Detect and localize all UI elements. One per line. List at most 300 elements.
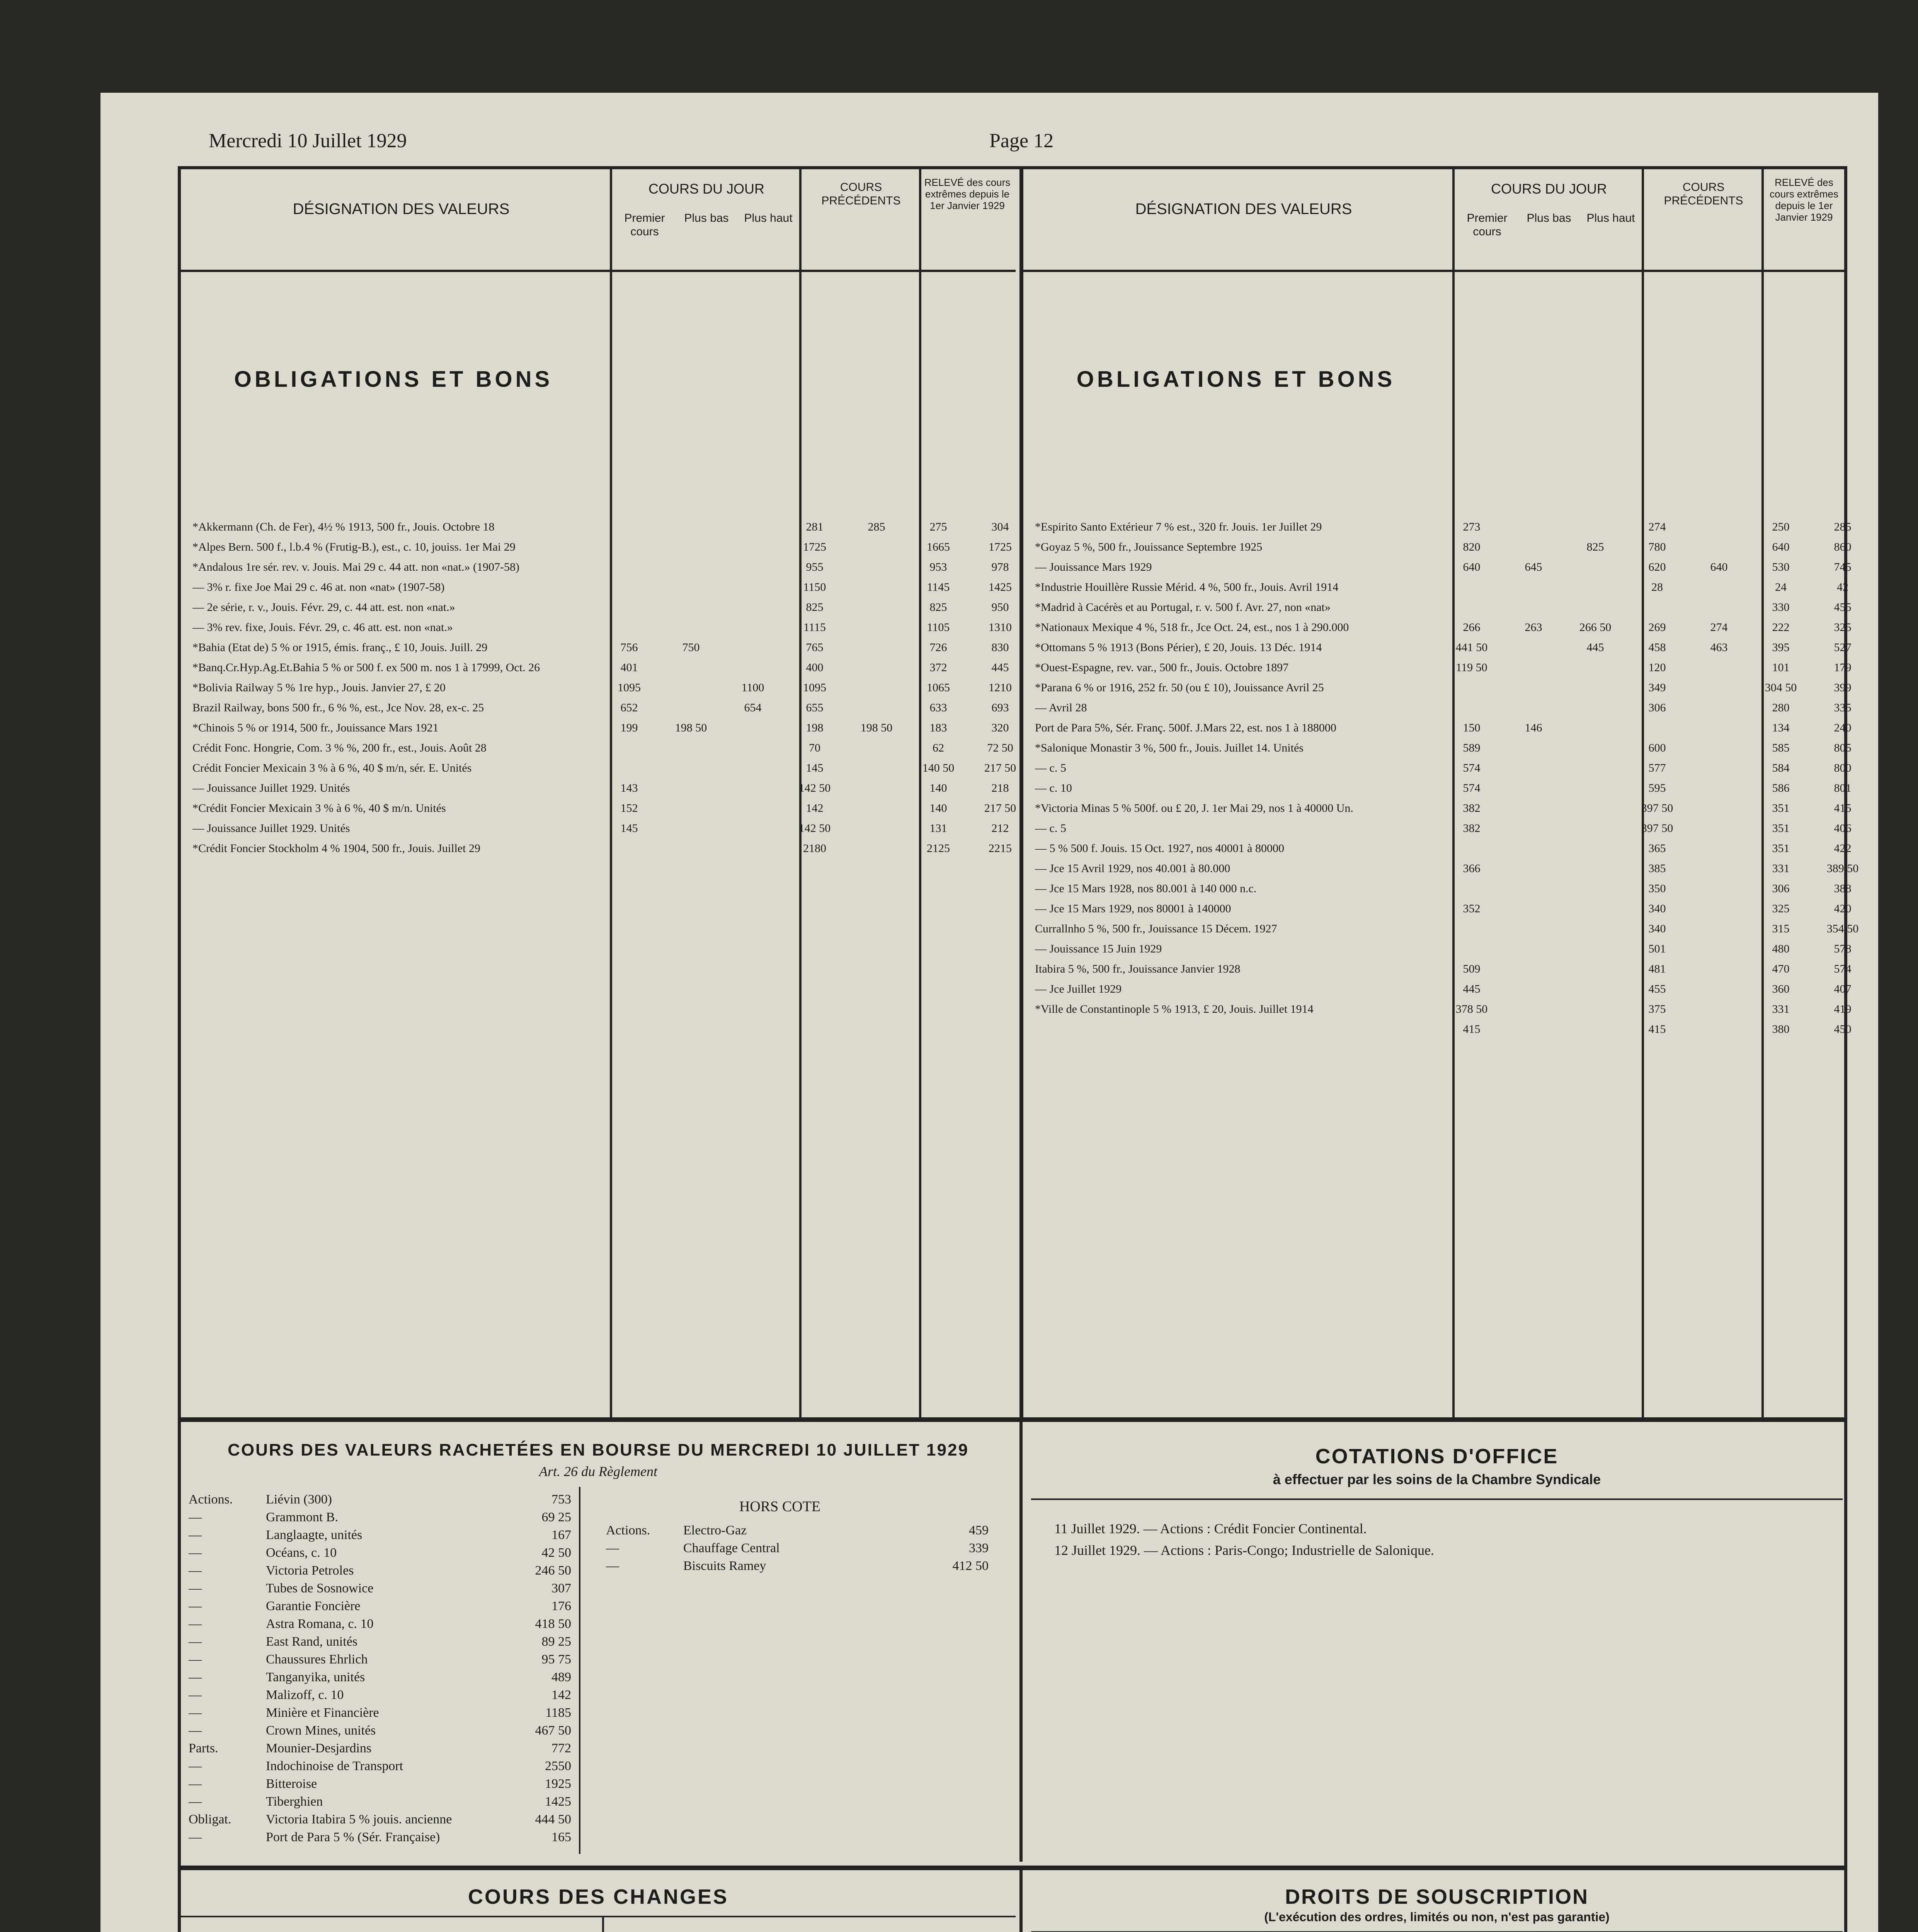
table-cell: 134 xyxy=(1772,721,1790,734)
table-cell: 574 xyxy=(1463,762,1481,774)
table-cell: 1185 xyxy=(545,1706,571,1720)
table-cell: 320 xyxy=(991,721,1009,734)
table-cell xyxy=(1441,577,1503,597)
table-cell: 640 xyxy=(1463,561,1481,573)
table-cell: 280 xyxy=(1772,701,1790,714)
table-cell: — c. 5 xyxy=(1035,822,1066,835)
header-rule xyxy=(1023,270,1847,272)
table-cell xyxy=(722,838,784,859)
table-cell: — Jouissance 15 Juin 1929 xyxy=(1035,942,1162,955)
table-row xyxy=(192,678,1031,698)
header-rule xyxy=(181,270,1016,272)
table-row xyxy=(192,597,1031,617)
table-cell: 101 xyxy=(1772,661,1790,674)
table-cell: Grammont B. xyxy=(266,1510,338,1524)
table-cell xyxy=(846,617,907,638)
table-cell: 145 xyxy=(620,822,638,835)
table-cell xyxy=(1564,577,1626,597)
table-cell: Tanganyika, unités xyxy=(266,1670,365,1684)
table-cell: 285 xyxy=(868,520,885,533)
table-row xyxy=(192,798,1031,818)
col-plus-bas: Plus bas xyxy=(684,212,729,224)
table-cell: Victoria Petroles xyxy=(266,1563,354,1578)
table-cell: — 3% r. fixe Joe Mai 29 c. 46 at. non «nat» (1907-58) xyxy=(192,581,445,594)
table-row xyxy=(189,1651,571,1668)
table-cell xyxy=(1564,859,1626,879)
table-cell xyxy=(1564,838,1626,859)
table-cell: — xyxy=(189,1599,202,1613)
col-plus-bas: Plus bas xyxy=(1527,212,1571,224)
table-cell: — xyxy=(189,1617,202,1631)
table-cell xyxy=(1503,1019,1564,1039)
table-cell xyxy=(1503,919,1564,939)
table-cell: 1145 xyxy=(927,581,950,594)
table-cell: 306 xyxy=(1648,701,1666,714)
table-cell: 445 xyxy=(1586,641,1604,654)
table-cell: *Banq.Cr.Hyp.Ag.Et.Bahia 5 % or 500 f. ex 500 m. nos 1 à 17999, Oct. 26 xyxy=(192,661,540,674)
table-cell: — xyxy=(189,1634,202,1649)
table-row xyxy=(189,1633,571,1651)
table-cell: 655 xyxy=(806,701,824,714)
table-cell: — xyxy=(189,1759,202,1773)
table-cell xyxy=(1564,959,1626,979)
table-cell: 1725 xyxy=(989,541,1012,553)
table-cell: 1425 xyxy=(545,1794,571,1809)
table-row xyxy=(189,1740,571,1757)
table-cell: 352 xyxy=(1463,902,1481,915)
table-cell xyxy=(598,577,660,597)
table-cell xyxy=(1503,838,1564,859)
table-cell: *Crédit Foncier Mexicain 3 % à 6 %, 40 $ m/n. Unités xyxy=(192,802,446,815)
table-cell xyxy=(598,517,660,537)
table-cell: — c. 5 xyxy=(1035,762,1066,774)
table-row xyxy=(189,1811,571,1828)
table-cell: 652 xyxy=(620,701,638,714)
table-cell: 2125 xyxy=(927,842,950,855)
table-cell xyxy=(1503,537,1564,557)
table-cell: 275 xyxy=(929,520,947,533)
table-cell: — Jouissance Juillet 1929. Unités xyxy=(192,782,350,794)
rule xyxy=(181,1916,1016,1917)
table-cell xyxy=(660,517,722,537)
table-cell: — xyxy=(189,1830,202,1844)
table-cell: 89 25 xyxy=(541,1634,571,1649)
table-row xyxy=(192,738,1031,758)
table-cell: 42 xyxy=(1837,581,1848,594)
table-row xyxy=(192,537,1031,557)
table-cell xyxy=(598,537,660,557)
table-row xyxy=(192,758,1031,778)
table-cell: Itabira 5 %, 500 fr., Jouissance Janvier 1928 xyxy=(1035,963,1241,975)
table-cell: — c. 10 xyxy=(1035,782,1072,794)
table-cell xyxy=(1688,999,1750,1019)
col-releve: RELEVÉ des cours extrêmes depuis le 1er Janvier 1929 xyxy=(1770,177,1838,223)
table-cell xyxy=(1564,517,1626,537)
table-cell xyxy=(1688,577,1750,597)
table-cell: 269 xyxy=(1648,621,1666,634)
table-row xyxy=(189,1509,571,1526)
table-row xyxy=(1035,718,1874,738)
table-cell: — Jouissance Juillet 1929. Unités xyxy=(192,822,350,835)
rachetees-section xyxy=(181,1425,1016,1862)
table-cell: Port de Para 5%, Sér. Franç. 500f. J.Mars 22, est. nos 1 à 188000 xyxy=(1035,721,1336,734)
newspaper-page xyxy=(100,93,1878,1932)
table-row xyxy=(189,1775,571,1793)
table-cell: 633 xyxy=(929,701,947,714)
section-rule xyxy=(181,1866,1847,1870)
right-bonds-table xyxy=(1023,169,1859,1417)
table-cell: 1115 xyxy=(803,621,826,634)
col-plus-haut: Plus haut xyxy=(744,212,793,224)
table-row xyxy=(189,1686,571,1704)
table-cell: 750 xyxy=(682,641,700,654)
table-cell xyxy=(1441,678,1503,698)
table-cell xyxy=(1503,517,1564,537)
table-cell: 620 xyxy=(1648,561,1666,573)
table-cell: *Bahia (Etat de) 5 % or 1915, émis. franç., £ 10, Jouis. Juill. 29 xyxy=(192,641,488,654)
table-row xyxy=(1035,959,1874,979)
table-cell: 860 xyxy=(1834,541,1852,553)
table-cell xyxy=(660,658,722,678)
table-cell: 780 xyxy=(1648,541,1666,553)
table-cell: — xyxy=(189,1777,202,1791)
table-cell: 199 xyxy=(620,721,638,734)
table-cell xyxy=(1503,758,1564,778)
table-cell xyxy=(846,577,907,597)
table-cell: 142 xyxy=(806,802,824,815)
table-cell xyxy=(1441,597,1503,617)
table-cell: 217 50 xyxy=(984,802,1016,815)
table-cell: — Avril 28 xyxy=(1035,701,1087,714)
table-cell: *Victoria Minas 5 % 500f. ou £ 20, J. 1er Mai 29, nos 1 à 40000 Un. xyxy=(1035,802,1353,815)
table-cell: 481 xyxy=(1648,963,1666,975)
table-row xyxy=(1035,899,1874,919)
table-cell xyxy=(1564,758,1626,778)
table-cell: 72 50 xyxy=(987,742,1013,754)
table-row xyxy=(189,1526,571,1544)
page-date: Mercredi 10 Juillet 1929 xyxy=(209,130,407,152)
table-cell xyxy=(1564,999,1626,1019)
table-cell xyxy=(1564,818,1626,838)
table-cell: Chaussures Ehrlich xyxy=(266,1652,368,1667)
table-cell: 176 xyxy=(551,1599,571,1613)
table-cell: 772 xyxy=(551,1741,571,1755)
table-cell: 140 xyxy=(929,782,947,794)
table-cell: — xyxy=(189,1652,202,1667)
table-cell: — xyxy=(189,1706,202,1720)
table-cell: Mounier-Desjardins xyxy=(266,1741,372,1755)
table-cell: 304 50 xyxy=(1765,681,1797,694)
table-cell: 640 xyxy=(1772,541,1790,553)
table-cell: 800 xyxy=(1834,762,1852,774)
table-cell xyxy=(660,557,722,577)
table-cell xyxy=(1688,899,1750,919)
table-cell: 140 50 xyxy=(922,762,955,774)
table-row xyxy=(192,658,1031,678)
table-row xyxy=(1035,617,1874,638)
table-cell: 306 xyxy=(1772,882,1790,895)
table-cell: — xyxy=(189,1546,202,1560)
table-cell: 119 50 xyxy=(1456,661,1487,674)
table-cell xyxy=(1503,959,1564,979)
table-cell: 146 xyxy=(1525,721,1542,734)
table-cell: 218 xyxy=(991,782,1009,794)
table-cell xyxy=(846,557,907,577)
table-cell: 1310 xyxy=(989,621,1012,634)
table-cell xyxy=(1564,597,1626,617)
table-cell: — xyxy=(606,1541,619,1555)
table-cell: 372 xyxy=(929,661,947,674)
table-row xyxy=(1035,537,1874,557)
table-cell xyxy=(598,617,660,638)
table-row xyxy=(192,718,1031,738)
table-cell xyxy=(1441,838,1503,859)
table-cell: 152 xyxy=(620,802,638,815)
table-cell xyxy=(1035,1019,1441,1039)
table-cell: 467 50 xyxy=(535,1723,571,1738)
table-cell: 586 xyxy=(1772,782,1790,794)
table-cell xyxy=(1564,1019,1626,1039)
table-cell: 349 xyxy=(1648,681,1666,694)
table-cell xyxy=(846,838,907,859)
table-cell: — xyxy=(189,1581,202,1595)
table-cell xyxy=(1503,597,1564,617)
table-cell xyxy=(1688,537,1750,557)
table-cell: Langlaagte, unités xyxy=(266,1528,362,1542)
table-cell xyxy=(1688,678,1750,698)
table-cell xyxy=(722,758,784,778)
table-cell: 331 xyxy=(1772,1003,1790,1015)
table-cell: 574 xyxy=(1463,782,1481,794)
table-cell xyxy=(1688,778,1750,798)
souscription-section xyxy=(1031,1873,1843,1932)
table-cell xyxy=(846,778,907,798)
table-cell: — xyxy=(189,1794,202,1809)
table-cell: 365 xyxy=(1648,842,1666,855)
table-row xyxy=(192,557,1031,577)
table-cell: Liévin (300) xyxy=(266,1492,332,1507)
table-cell: *Ville de Constantinople 5 % 1913, £ 20, Jouis. Juillet 1914 xyxy=(1035,1003,1314,1015)
table-cell: 509 xyxy=(1463,963,1481,975)
table-cell: 745 xyxy=(1834,561,1852,573)
table-cell: 2180 xyxy=(803,842,826,855)
table-cell: 1925 xyxy=(545,1777,571,1791)
col-cours-precedents: COURS PRÉCÉDENTS xyxy=(1664,181,1743,207)
table-cell xyxy=(1688,838,1750,859)
table-row xyxy=(189,1722,571,1740)
table-cell: *Alpes Bern. 500 f., l.b.4 % (Frutig-B.), est., c. 10, jouiss. 1er Mai 29 xyxy=(192,541,516,553)
table-cell: 222 xyxy=(1772,621,1790,634)
table-cell: 406 xyxy=(1834,822,1852,835)
table-cell: 331 xyxy=(1772,862,1790,875)
table-cell: *Andalous 1re sér. rev. v. Jouis. Mai 29 c. 44 att. non «nat.» (1907-58) xyxy=(192,561,519,573)
table-cell: 28 xyxy=(1651,581,1663,594)
table-cell xyxy=(1503,798,1564,818)
table-cell: 600 xyxy=(1648,742,1666,754)
table-row xyxy=(1035,939,1874,959)
table-cell: — Jce 15 Mars 1929, nos 80001 à 140000 xyxy=(1035,902,1231,915)
table-cell xyxy=(846,638,907,658)
table-cell: Brazil Railway, bons 500 fr., 6 % %, est., Jce Nov. 28, ex-c. 25 xyxy=(192,701,484,714)
center-rule xyxy=(1019,1869,1023,1932)
table-cell: 378 50 xyxy=(1455,1003,1488,1015)
table-cell xyxy=(722,778,784,798)
table-cell: Crédit Foncier Mexicain 3 % à 6 %, 40 $ m/n, sér. E. Unités xyxy=(192,762,472,774)
table-row xyxy=(1035,758,1874,778)
right-bonds-rows xyxy=(1035,517,1874,1039)
table-cell: 459 xyxy=(969,1523,989,1537)
table-cell: 382 xyxy=(1463,822,1481,835)
col-designation: DÉSIGNATION DES VALEURS xyxy=(293,201,510,218)
table-cell: 340 xyxy=(1648,902,1666,915)
table-cell xyxy=(1688,919,1750,939)
table-cell: 463 xyxy=(1710,641,1728,654)
table-row xyxy=(189,1597,571,1615)
table-cell xyxy=(1564,738,1626,758)
table-cell: 397 50 xyxy=(1641,822,1673,835)
left-bonds-rows xyxy=(192,517,1031,859)
table-cell xyxy=(722,537,784,557)
table-cell xyxy=(1564,919,1626,939)
table-cell: — 3% rev. fixe, Jouis. Févr. 29, c. 46 att. est. non «nat.» xyxy=(192,621,453,634)
table-cell xyxy=(846,818,907,838)
table-cell: *Crédit Foncier Stockholm 4 % 1904, 500 fr., Jouis. Juillet 29 xyxy=(192,842,480,855)
page-number: Page 12 xyxy=(989,130,1054,152)
table-cell xyxy=(722,597,784,617)
table-cell: 820 xyxy=(1463,541,1481,553)
table-cell: 382 xyxy=(1463,802,1481,815)
table-cell: 217 50 xyxy=(984,762,1016,774)
table-cell xyxy=(846,658,907,678)
table-cell xyxy=(1564,979,1626,999)
table-cell: 595 xyxy=(1648,782,1666,794)
section-title: OBLIGATIONS ET BONS xyxy=(234,367,553,392)
table-cell: 953 xyxy=(929,561,947,573)
table-cell: 574 xyxy=(1834,963,1852,975)
table-cell xyxy=(1688,758,1750,778)
table-cell xyxy=(1688,658,1750,678)
table-cell xyxy=(660,778,722,798)
table-cell: East Rand, unités xyxy=(266,1634,358,1649)
table-cell: 1065 xyxy=(927,681,950,694)
table-cell: 354 50 xyxy=(1826,922,1859,935)
table-cell: 419 xyxy=(1834,1003,1852,1015)
table-cell: 250 xyxy=(1772,520,1790,533)
table-cell xyxy=(1564,557,1626,577)
table-cell: 1425 xyxy=(989,581,1012,594)
table-cell: 978 xyxy=(991,561,1009,573)
souscription-subtitle: (L'exécution des ordres, limités ou non, n'est pas garantie) xyxy=(1264,1910,1610,1924)
table-cell: 335 xyxy=(1834,701,1852,714)
table-row xyxy=(189,1704,571,1722)
table-row xyxy=(1035,638,1874,658)
table-row xyxy=(1035,557,1874,577)
table-cell xyxy=(722,718,784,738)
table-cell: 69 25 xyxy=(541,1510,571,1524)
table-row xyxy=(1035,879,1874,899)
table-cell: *Ouest-Espagne, rev. var., 500 fr., Jouis. Octobre 1897 xyxy=(1035,661,1289,674)
rachetees-title: COURS DES VALEURS RACHETÉES EN BOURSE DU MERCREDI 10 JUILLET 1929 xyxy=(228,1440,969,1459)
table-cell xyxy=(1564,778,1626,798)
center-rule xyxy=(1019,169,1023,1417)
table-cell xyxy=(1688,718,1750,738)
table-row xyxy=(1035,698,1874,718)
table-cell: — xyxy=(606,1559,619,1573)
table-cell: *Nationaux Mexique 4 %, 518 fr., Jce Oct. 24, est., nos 1 à 290.000 xyxy=(1035,621,1349,634)
table-cell: — xyxy=(189,1510,202,1524)
table-cell xyxy=(1503,879,1564,899)
table-cell: 24 xyxy=(1775,581,1787,594)
table-cell: 140 xyxy=(929,802,947,815)
table-cell: 281 xyxy=(806,520,824,533)
table-cell: 366 xyxy=(1463,862,1481,875)
table-cell: Crédit Fonc. Hongrie, Com. 3 % %, 200 fr., est., Jouis. Août 28 xyxy=(192,742,487,754)
col-premier: Premier cours xyxy=(624,212,665,238)
table-cell: 350 xyxy=(1648,882,1666,895)
table-cell xyxy=(722,557,784,577)
table-cell xyxy=(1564,798,1626,818)
table-cell: — xyxy=(189,1723,202,1738)
table-cell: 455 xyxy=(1834,601,1852,614)
col-cours-precedents: COURS PRÉCÉDENTS xyxy=(821,181,901,207)
col-premier: Premier cours xyxy=(1467,212,1508,238)
table-cell: 420 xyxy=(1834,902,1852,915)
table-cell xyxy=(1688,979,1750,999)
table-cell: 955 xyxy=(806,561,824,573)
table-cell xyxy=(1688,798,1750,818)
table-cell: Actions. xyxy=(189,1492,233,1507)
table-cell: 400 xyxy=(806,661,824,674)
table-cell xyxy=(1688,879,1750,899)
table-row xyxy=(189,1491,571,1509)
table-cell: 765 xyxy=(806,641,824,654)
table-cell: 285 xyxy=(1834,520,1852,533)
table-cell xyxy=(1503,939,1564,959)
changes-section xyxy=(181,1873,1016,1932)
table-cell: 131 xyxy=(929,822,947,835)
table-cell xyxy=(1564,718,1626,738)
table-row xyxy=(189,1793,571,1811)
table-cell: 693 xyxy=(991,701,1009,714)
table-cell: 640 xyxy=(1710,561,1728,573)
table-cell xyxy=(722,577,784,597)
table-cell: 401 xyxy=(620,661,638,674)
table-row xyxy=(192,818,1031,838)
table-cell xyxy=(1503,979,1564,999)
table-cell: 415 xyxy=(1648,1023,1666,1036)
table-cell: 42 50 xyxy=(541,1546,571,1560)
hors-cote-title: HORS COTE xyxy=(739,1498,821,1515)
table-cell: 143 xyxy=(620,782,638,794)
table-cell xyxy=(660,597,722,617)
table-cell: 397 50 xyxy=(1641,802,1673,815)
table-row xyxy=(1035,778,1874,798)
table-cell: Victoria Itabira 5 % jouis. ancienne xyxy=(266,1812,452,1827)
table-cell: Biscuits Ramey xyxy=(683,1559,766,1573)
table-cell: 388 xyxy=(1834,882,1852,895)
table-cell: 422 xyxy=(1834,842,1852,855)
table-cell xyxy=(598,758,660,778)
table-cell xyxy=(598,838,660,859)
table-cell: 527 xyxy=(1834,641,1852,654)
table-cell: 62 xyxy=(933,742,944,754)
table-cell: 415 xyxy=(1463,1023,1481,1036)
table-cell xyxy=(846,597,907,617)
table-cell: 418 50 xyxy=(535,1617,571,1631)
table-cell: 70 xyxy=(809,742,820,754)
table-row xyxy=(1035,658,1874,678)
changes-title: COURS DES CHANGES xyxy=(468,1885,729,1908)
